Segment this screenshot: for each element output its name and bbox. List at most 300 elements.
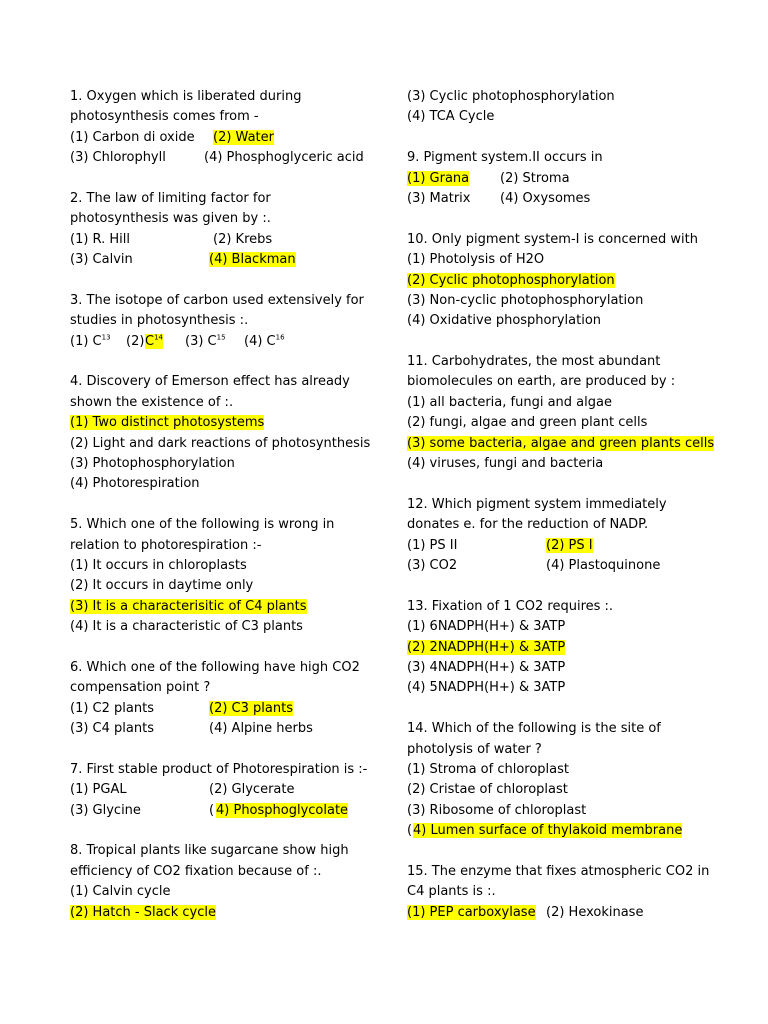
text-segment <box>70 841 349 861</box>
segment-label: (2) C3 plants <box>209 700 293 716</box>
text-segment <box>407 495 667 515</box>
question-block <box>407 495 747 577</box>
text-segment <box>500 169 570 189</box>
segment-label: 1. Oxygen which is liberated during <box>70 89 302 104</box>
text-line <box>407 352 747 372</box>
segment-label: (3) some bacteria, algae and green plants cells <box>407 435 715 451</box>
text-segment <box>407 250 544 270</box>
text-segment <box>407 678 565 698</box>
question-block <box>70 291 390 352</box>
segment-label: (4) It is a characteristic of C3 plants <box>70 619 303 635</box>
segment-text <box>407 742 542 757</box>
text-line <box>407 148 747 168</box>
segment-label: 4) Phosphoglycolate <box>216 802 349 818</box>
segment-text <box>70 762 367 777</box>
segment-label: (1) all bacteria, fungi and algae <box>407 394 612 410</box>
text-line <box>407 311 747 331</box>
segment-label: ( <box>407 823 413 839</box>
text-line <box>70 882 390 902</box>
segment-text <box>407 232 698 247</box>
text-line <box>70 576 390 596</box>
text-segment <box>209 780 294 800</box>
segment-label: 14. Which of the following is the site of <box>407 721 661 737</box>
segment-text <box>407 273 615 288</box>
answer-highlight <box>70 413 264 433</box>
segment-label: 11. Carbohydrates, the most abundant <box>407 354 661 370</box>
text-line <box>70 903 390 923</box>
segment-label: (3) Matrix <box>407 190 471 206</box>
segment-text <box>413 823 682 838</box>
segment-text <box>70 599 307 614</box>
segment-text <box>70 782 127 797</box>
text-segment <box>126 332 145 352</box>
isotope-superscript: 13 <box>101 333 111 342</box>
text-segment <box>546 903 643 923</box>
segment-label: (4) Alpine herbs <box>209 721 313 737</box>
segment-text <box>407 558 457 573</box>
text-line <box>70 780 390 800</box>
segment-text <box>407 191 470 206</box>
text-line <box>407 719 747 739</box>
segment-label: (1) C2 plants <box>70 700 154 716</box>
isotope-superscript: 14 <box>154 333 163 342</box>
text-segment <box>407 87 615 107</box>
text-line <box>407 291 747 311</box>
segment-text <box>70 436 370 451</box>
segment-label: (2) Glycerate <box>209 782 295 798</box>
segment-label: (1) C <box>70 333 102 349</box>
text-line <box>70 230 390 250</box>
text-segment <box>70 576 253 596</box>
answer-highlight <box>407 271 615 291</box>
text-line <box>70 474 390 494</box>
question-block <box>407 862 747 923</box>
answer-highlight <box>216 801 348 821</box>
text-segment <box>70 515 334 535</box>
segment-text <box>500 171 570 186</box>
segment-text <box>70 476 200 491</box>
question-block <box>407 148 747 209</box>
text-line <box>407 556 747 576</box>
text-line <box>70 128 390 148</box>
segment-label: (4) TCA Cycle <box>407 109 495 125</box>
segment-label: studies in photosynthesis :. <box>70 313 249 329</box>
text-line <box>407 271 747 291</box>
segment-label: (2) Cristae of chloroplast <box>407 782 568 798</box>
segment-text <box>407 89 615 104</box>
segment-text <box>70 415 264 430</box>
text-segment <box>546 556 660 576</box>
segment-label: (1) Stroma of chloroplast <box>407 761 569 777</box>
segment-label: photosynthesis was given by :. <box>70 211 271 227</box>
text-line <box>407 760 747 780</box>
answer-highlight <box>407 638 565 658</box>
text-line <box>407 903 747 923</box>
segment-text <box>407 884 496 899</box>
text-line <box>70 556 390 576</box>
text-segment <box>204 148 364 168</box>
segment-text <box>546 905 643 920</box>
segment-text <box>546 558 660 573</box>
segment-text <box>407 456 603 471</box>
segment-text <box>407 803 586 818</box>
text-line <box>407 515 747 535</box>
segment-label: (1) Photolysis of H2O <box>407 252 545 268</box>
segment-text <box>209 701 293 716</box>
text-line <box>407 413 747 433</box>
text-line <box>70 658 390 678</box>
segment-label: (3) 4NADPH(H+) & 3ATP <box>407 659 566 675</box>
segment-text <box>70 864 321 879</box>
text-line <box>70 454 390 474</box>
text-line <box>407 780 747 800</box>
text-line <box>70 862 390 882</box>
segment-text <box>407 374 675 389</box>
segment-label: (3) It is a characterisitic of C4 plants <box>70 598 307 614</box>
segment-label: 5. Which one of the following is wrong in <box>70 517 335 533</box>
question-block <box>70 87 390 169</box>
text-segment <box>407 291 643 311</box>
text-line <box>70 107 390 127</box>
segment-text <box>407 150 603 165</box>
segment-label: (1) R. Hill <box>70 231 130 247</box>
text-segment <box>407 413 647 433</box>
segment-label: (1) PGAL <box>70 782 127 798</box>
text-line <box>70 250 390 270</box>
question-block <box>407 230 747 332</box>
segment-text <box>70 558 247 573</box>
text-segment <box>70 678 210 698</box>
segment-text <box>70 517 334 532</box>
left-column <box>70 87 390 943</box>
segment-label: (2) Hexokinase <box>546 904 644 920</box>
text-segment <box>70 617 303 637</box>
text-line <box>70 597 390 617</box>
isotope-superscript: 15 <box>216 333 226 342</box>
segment-text <box>407 171 469 186</box>
segment-text <box>70 721 154 736</box>
text-segment <box>244 332 285 352</box>
segment-label: shown the existence of :. <box>70 394 234 410</box>
text-segment <box>407 740 542 760</box>
text-line <box>407 597 747 617</box>
segment-text <box>70 211 271 226</box>
segment-text <box>244 334 285 349</box>
segment-text <box>407 762 569 777</box>
answer-highlight <box>407 169 500 189</box>
segment-label: (1) Grana <box>407 170 470 186</box>
question-block <box>70 515 390 637</box>
text-segment <box>407 760 569 780</box>
segment-text <box>407 905 536 920</box>
text-segment <box>70 291 364 311</box>
segment-label: 3. The isotope of carbon used extensively for <box>70 292 364 308</box>
text-segment <box>70 536 261 556</box>
segment-text <box>407 109 494 124</box>
segment-text <box>546 538 593 553</box>
text-line <box>70 617 390 637</box>
segment-text <box>209 782 294 797</box>
segment-label: (4) Plastoquinone <box>546 557 661 573</box>
segment-label: (2) 2NADPH(H+) & 3ATP <box>407 639 566 655</box>
segment-label: compensation point ? <box>70 680 211 696</box>
text-segment <box>70 209 271 229</box>
text-segment <box>407 189 500 209</box>
answer-highlight <box>209 699 293 719</box>
question-block <box>70 372 390 494</box>
segment-text <box>407 680 565 695</box>
segment-label: 2. The law of limiting factor for <box>70 190 271 206</box>
segment-label: (3) C <box>185 333 217 349</box>
question-block <box>407 87 747 128</box>
answer-highlight <box>546 536 593 556</box>
text-line <box>407 536 747 556</box>
segment-label: C <box>145 333 155 349</box>
segment-text <box>70 905 216 920</box>
text-segment <box>209 719 313 739</box>
text-line <box>407 882 747 902</box>
segment-text <box>70 109 259 124</box>
segment-label: 7. First stable product of Photorespiration is :- <box>70 761 368 777</box>
answer-highlight <box>209 250 296 270</box>
text-segment <box>213 230 272 250</box>
text-line <box>70 291 390 311</box>
answer-highlight <box>407 903 546 923</box>
text-line <box>70 372 390 392</box>
text-line <box>407 658 747 678</box>
segment-label: donates e. for the reduction of NADP. <box>407 517 649 533</box>
segment-label: (4) Oxysomes <box>500 190 591 206</box>
segment-text <box>70 313 248 328</box>
segment-text <box>126 334 144 349</box>
segment-text <box>70 232 130 247</box>
text-segment <box>407 107 494 127</box>
segment-label: (4) Oxidative phosphorylation <box>407 313 602 329</box>
text-line <box>407 638 747 658</box>
text-segment <box>70 189 271 209</box>
segment-text <box>70 334 111 349</box>
segment-label: photolysis of water ? <box>407 741 542 757</box>
text-segment <box>407 515 648 535</box>
text-segment <box>407 230 698 250</box>
segment-label: 13. Fixation of 1 CO2 requires :. <box>407 598 614 614</box>
text-segment <box>407 372 675 392</box>
text-segment <box>407 352 660 372</box>
segment-label: C4 plants is :. <box>407 884 496 900</box>
text-segment <box>70 148 204 168</box>
text-line <box>407 372 747 392</box>
text-segment <box>209 801 216 821</box>
text-line <box>70 87 390 107</box>
segment-label: (2) Cyclic photophosphorylation <box>407 272 615 288</box>
text-line <box>407 821 747 841</box>
segment-label: (1) 6NADPH(H+) & 3ATP <box>407 619 566 635</box>
segment-text <box>407 721 661 736</box>
text-segment <box>70 454 235 474</box>
segment-label: photosynthesis comes from - <box>70 109 259 125</box>
segment-label: (1) Carbon di oxide <box>70 129 195 145</box>
answer-highlight <box>413 821 682 841</box>
segment-text <box>70 130 195 145</box>
text-line <box>70 719 390 739</box>
segment-text <box>70 89 302 104</box>
text-segment <box>70 780 209 800</box>
text-segment <box>70 434 370 454</box>
answer-highlight <box>213 128 274 148</box>
text-line <box>70 678 390 698</box>
text-line <box>70 699 390 719</box>
text-segment <box>70 230 213 250</box>
segment-label: (3) Chlorophyll <box>70 150 166 166</box>
segment-text <box>185 334 226 349</box>
segment-label: (4) Blackman <box>209 252 296 268</box>
text-line <box>70 515 390 535</box>
segment-text <box>70 374 350 389</box>
text-line <box>70 393 390 413</box>
text-line <box>70 434 390 454</box>
segment-label: (3) Non-cyclic photophosphorylation <box>407 292 644 308</box>
segment-text <box>70 660 360 675</box>
segment-text <box>407 395 612 410</box>
text-line <box>70 189 390 209</box>
segment-text <box>407 313 601 328</box>
segment-label: 12. Which pigment system immediately <box>407 496 667 512</box>
text-line <box>407 107 747 127</box>
segment-text <box>213 232 272 247</box>
segment-label: (2) Krebs <box>213 231 273 247</box>
text-line <box>407 617 747 637</box>
segment-label: (2) <box>126 333 145 349</box>
segment-text <box>209 803 214 818</box>
text-segment <box>70 87 302 107</box>
segment-label: (2) Hatch - Slack cycle <box>70 904 216 920</box>
answer-highlight <box>407 434 714 454</box>
segment-text <box>407 293 643 308</box>
segment-text <box>70 538 261 553</box>
text-line <box>70 332 390 352</box>
text-line <box>407 740 747 760</box>
question-block <box>407 597 747 699</box>
segment-label: (1) PEP carboxylase <box>407 904 536 920</box>
segment-text <box>70 395 233 410</box>
answer-highlight <box>145 332 185 352</box>
question-block <box>407 719 747 841</box>
text-segment <box>500 189 590 209</box>
segment-label: 4. Discovery of Emerson effect has already <box>70 374 350 390</box>
segment-label: (2) PS I <box>546 537 593 553</box>
text-segment <box>407 454 603 474</box>
text-segment <box>70 882 170 902</box>
segment-text <box>407 619 565 634</box>
segment-label: efficiency of CO2 fixation because of :. <box>70 863 322 879</box>
segment-text <box>407 660 565 675</box>
segment-text <box>70 884 170 899</box>
segment-label: (1) PS II <box>407 537 458 553</box>
text-segment <box>70 474 200 494</box>
text-line <box>70 148 390 168</box>
text-segment <box>407 311 601 331</box>
segment-label: (4) Photorespiration <box>70 476 200 492</box>
text-segment <box>70 699 209 719</box>
segment-label: 6. Which one of the following have high CO2 <box>70 659 360 675</box>
text-line <box>70 801 390 821</box>
text-segment <box>70 658 360 678</box>
text-line <box>407 862 747 882</box>
text-segment <box>70 128 213 148</box>
text-segment <box>70 372 350 392</box>
segment-label: (4) Phosphoglyceric acid <box>204 150 364 166</box>
segment-text <box>70 803 141 818</box>
segment-text <box>407 517 648 532</box>
segment-text <box>216 803 348 818</box>
segment-text <box>500 191 590 206</box>
text-segment <box>407 882 496 902</box>
segment-text <box>213 130 274 145</box>
segment-text <box>407 782 568 797</box>
text-segment <box>407 719 661 739</box>
segment-text <box>407 864 709 879</box>
segment-label: (4) 5NADPH(H+) & 3ATP <box>407 680 566 696</box>
segment-label: (1) It occurs in chloroplasts <box>70 557 247 573</box>
segment-text <box>70 680 210 695</box>
text-segment <box>70 719 209 739</box>
text-line <box>407 801 747 821</box>
text-line <box>70 413 390 433</box>
text-line <box>407 189 747 209</box>
text-segment <box>407 536 546 556</box>
segment-text <box>204 150 364 165</box>
segment-label: (3) CO2 <box>407 557 458 573</box>
segment-label: biomolecules on earth, are produced by : <box>407 374 676 390</box>
text-segment <box>70 393 233 413</box>
text-segment <box>407 862 709 882</box>
segment-label: (2) Stroma <box>500 170 570 186</box>
segment-text <box>70 843 349 858</box>
segment-label: (3) C4 plants <box>70 721 154 737</box>
segment-text <box>70 456 235 471</box>
right-column <box>407 87 747 943</box>
segment-label: relation to photorespiration :- <box>70 537 262 553</box>
text-line <box>70 209 390 229</box>
text-segment <box>407 801 586 821</box>
text-segment <box>70 250 209 270</box>
text-segment <box>407 148 603 168</box>
text-line <box>70 841 390 861</box>
segment-text <box>407 823 412 838</box>
segment-label: (2) Water <box>213 129 274 145</box>
text-segment <box>70 311 248 331</box>
text-line <box>407 495 747 515</box>
segment-label: (3) Glycine <box>70 802 141 818</box>
isotope-superscript: 16 <box>275 333 285 342</box>
segment-text <box>70 293 364 308</box>
text-line <box>407 230 747 250</box>
segment-label: 4) Lumen surface of thylakoid membrane <box>413 823 683 839</box>
segment-label: ( <box>209 802 215 818</box>
segment-label: (3) Photophosphorylation <box>70 456 235 472</box>
segment-text <box>407 436 714 451</box>
segment-text <box>407 497 667 512</box>
segment-text <box>407 599 613 614</box>
segment-text <box>407 538 457 553</box>
text-line <box>407 87 747 107</box>
text-segment <box>185 332 244 352</box>
text-line <box>407 678 747 698</box>
segment-text <box>70 191 271 206</box>
segment-label: (2) fungi, algae and green plant cells <box>407 415 648 431</box>
text-line <box>70 760 390 780</box>
question-block <box>70 189 390 271</box>
